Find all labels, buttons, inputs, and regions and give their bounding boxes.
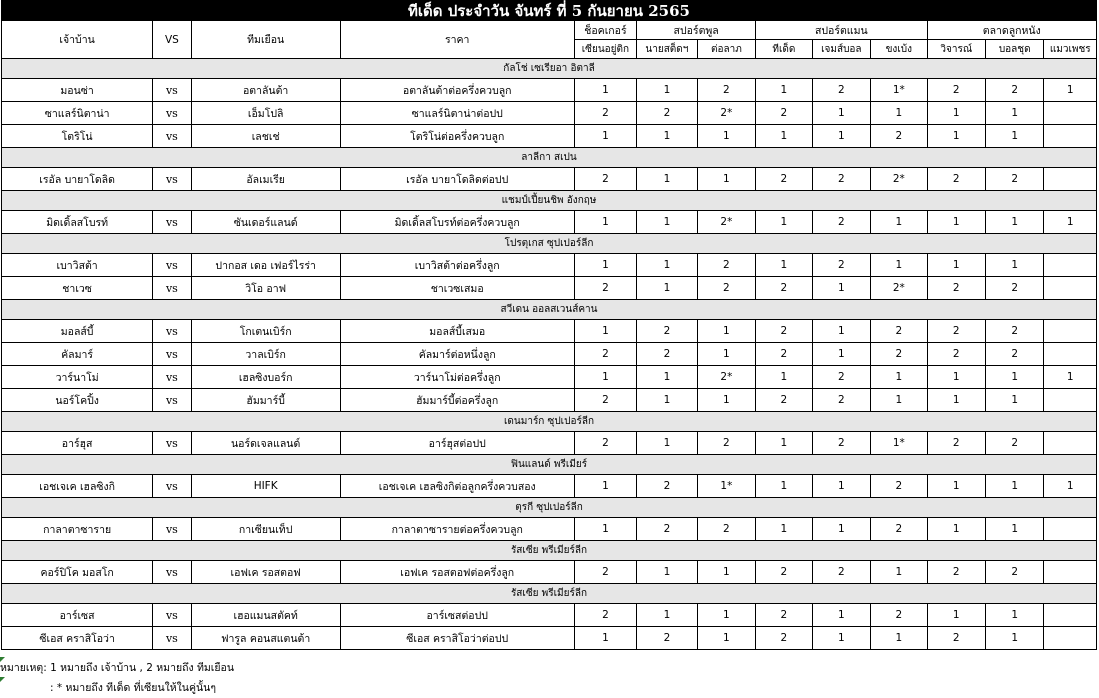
vs-label: vs xyxy=(153,211,191,234)
tip-cell: 1 xyxy=(871,254,927,277)
note-line-2: : * หมายถึง ทีเด็ด ที่เซียนให้ในคู่นั้นๆ xyxy=(50,682,217,694)
vs-label: vs xyxy=(153,627,191,650)
tip-cell: 2 xyxy=(812,389,870,412)
league-row xyxy=(2,234,1097,254)
vs-label: vs xyxy=(153,475,191,498)
tip-cell: 2 xyxy=(985,432,1043,455)
tip-cell xyxy=(1044,432,1097,455)
tip-cell: 1 xyxy=(574,79,637,102)
table-row xyxy=(2,277,1097,300)
tip-cell: 1 xyxy=(697,343,755,366)
league-name: เดนมาร์ก ซุปเปอร์ลีก xyxy=(2,412,1097,432)
table-row xyxy=(2,389,1097,412)
tip-cell: 1 xyxy=(637,277,697,300)
tip-cell: 2 xyxy=(812,561,870,584)
tip-cell: 1 xyxy=(1044,475,1097,498)
tip-cell: 1 xyxy=(812,475,870,498)
tip-cell: 2 xyxy=(985,277,1043,300)
tip-cell: 1 xyxy=(574,254,637,277)
price-line: เรอัล บายาโดลิดต่อปป xyxy=(340,168,574,191)
home-team: มอลส์บี้ xyxy=(2,320,153,343)
table-row xyxy=(2,627,1097,650)
vs-label: vs xyxy=(153,125,191,148)
tip-cell: 1 xyxy=(812,320,870,343)
tip-cell: 1 xyxy=(756,366,812,389)
tip-cell: 1 xyxy=(574,320,637,343)
tip-cell: 1 xyxy=(637,604,697,627)
tip-cell: 1 xyxy=(927,125,985,148)
tip-cell: 2 xyxy=(812,254,870,277)
away-team: นอร์ดเจลแลนด์ xyxy=(191,432,340,455)
header-tipster: เจมส์บอล xyxy=(812,40,870,59)
tip-cell: 1 xyxy=(756,125,812,148)
tip-cell xyxy=(1044,320,1097,343)
tip-cell xyxy=(1044,102,1097,125)
header-tipster: ขงเบ้ง xyxy=(871,40,927,59)
tip-cell: 2* xyxy=(871,168,927,191)
tip-cell: 2 xyxy=(927,561,985,584)
league-row xyxy=(2,300,1097,320)
header-group-sportman: สปอร์ตแมน xyxy=(756,21,927,40)
tip-cell: 1 xyxy=(985,102,1043,125)
league-name: กัลโช่ เซเรียอา อิตาลี xyxy=(2,59,1097,79)
vs-label: vs xyxy=(153,102,191,125)
tip-cell: 1* xyxy=(697,475,755,498)
tip-cell: 1 xyxy=(637,79,697,102)
tip-cell: 1 xyxy=(812,343,870,366)
tip-cell: 1 xyxy=(1044,366,1097,389)
table-row xyxy=(2,102,1097,125)
tip-cell xyxy=(1044,125,1097,148)
tip-cell: 2 xyxy=(637,475,697,498)
tip-cell: 1 xyxy=(812,277,870,300)
tip-cell: 2 xyxy=(871,320,927,343)
home-team: อาร์ฮุส xyxy=(2,432,153,455)
header-home: เจ้าบ้าน xyxy=(2,21,153,59)
tip-cell: 1 xyxy=(574,366,637,389)
tip-cell: 1 xyxy=(812,102,870,125)
away-team: วิโอ อาฟ xyxy=(191,277,340,300)
away-team: เฮอแมนสตัคท์ xyxy=(191,604,340,627)
price-line: ชาเวซเสมอ xyxy=(340,277,574,300)
tip-cell: 2 xyxy=(871,518,927,541)
header-tipster: เซียนอยู่ติก xyxy=(574,40,637,59)
tip-cell: 2 xyxy=(574,432,637,455)
tip-cell: 1 xyxy=(756,432,812,455)
tip-cell: 1 xyxy=(927,604,985,627)
league-name: ฟินแลนด์ พรีเมียร์ xyxy=(2,455,1097,475)
home-team: เรอัล บายาโดลิด xyxy=(2,168,153,191)
tip-cell: 2 xyxy=(812,79,870,102)
price-line: ซีเอส คราสิโอว่าต่อปป xyxy=(340,627,574,650)
tip-cell: 1 xyxy=(927,102,985,125)
note-line-1: หมายเหตุ: 1 หมายถึง เจ้าบ้าน , 2 หมายถึง ทีมเยือน xyxy=(0,662,235,674)
table-row xyxy=(2,343,1097,366)
tip-cell: 2* xyxy=(871,277,927,300)
vs-label: vs xyxy=(153,432,191,455)
price-line: อาร์ฮุสต่อปป xyxy=(340,432,574,455)
tip-cell: 1 xyxy=(871,102,927,125)
tip-cell: 1 xyxy=(985,254,1043,277)
tip-cell xyxy=(1044,389,1097,412)
tip-cell: 1 xyxy=(756,79,812,102)
vs-label: vs xyxy=(153,168,191,191)
tip-cell: 2* xyxy=(697,102,755,125)
tip-cell: 2 xyxy=(812,366,870,389)
tip-cell: 2 xyxy=(927,343,985,366)
tip-cell: 2 xyxy=(812,432,870,455)
vs-label: vs xyxy=(153,254,191,277)
away-team: ฮัมมาร์บี้ xyxy=(191,389,340,412)
tip-cell: 1 xyxy=(574,518,637,541)
vs-label: vs xyxy=(153,366,191,389)
table-header xyxy=(2,21,1097,59)
tip-cell: 1 xyxy=(574,627,637,650)
tip-cell: 2 xyxy=(871,343,927,366)
league-name: โปรตุเกส ซุปเปอร์ลีก xyxy=(2,234,1097,254)
tip-cell: 2 xyxy=(871,125,927,148)
tip-cell: 2 xyxy=(574,561,637,584)
league-name: แชมป์เปี้ยนชิพ อังกฤษ xyxy=(2,191,1097,211)
price-line: วาร์นาโม่ต่อครึ่งลูก xyxy=(340,366,574,389)
tip-cell: 1 xyxy=(985,211,1043,234)
away-team: เอฟเค รอสตอฟ xyxy=(191,561,340,584)
away-team: ฟารูล คอนสแตนต้า xyxy=(191,627,340,650)
tip-cell xyxy=(1044,518,1097,541)
tip-cell xyxy=(1044,168,1097,191)
league-row xyxy=(2,455,1097,475)
tip-cell: 2 xyxy=(697,79,755,102)
tip-cell: 2 xyxy=(574,168,637,191)
league-row xyxy=(2,498,1097,518)
league-name: ลาลีกา สเปน xyxy=(2,148,1097,168)
tip-cell: 2 xyxy=(756,561,812,584)
tip-cell xyxy=(1044,627,1097,650)
tip-cell: 1 xyxy=(927,475,985,498)
tip-cell: 1 xyxy=(697,561,755,584)
home-team: ซีเอส คราสิโอว่า xyxy=(2,627,153,650)
tip-cell: 2 xyxy=(574,277,637,300)
price-line: กาลาตาซารายต่อครึ่งควบลูก xyxy=(340,518,574,541)
tip-cell: 1 xyxy=(637,561,697,584)
price-line: เบาวิสต้าต่อครึ่งลูก xyxy=(340,254,574,277)
away-team: อตาลันต้า xyxy=(191,79,340,102)
away-team: เอ็มโปลิ xyxy=(191,102,340,125)
tip-cell: 1 xyxy=(637,211,697,234)
tip-cell: 2 xyxy=(756,389,812,412)
vs-label: vs xyxy=(153,604,191,627)
table-row xyxy=(2,320,1097,343)
league-row xyxy=(2,412,1097,432)
home-team: อาร์เซส xyxy=(2,604,153,627)
tip-cell: 1 xyxy=(637,125,697,148)
tip-cell: 1 xyxy=(637,254,697,277)
tip-cell: 2 xyxy=(637,343,697,366)
away-team: โกเตนเบิร์ก xyxy=(191,320,340,343)
home-team: คัลมาร์ xyxy=(2,343,153,366)
tip-cell: 2 xyxy=(756,604,812,627)
tip-cell: 1 xyxy=(637,389,697,412)
away-team: ปากอส เดอ เฟอร์ไรร่า xyxy=(191,254,340,277)
tip-cell: 2 xyxy=(756,343,812,366)
tip-cell: 2 xyxy=(756,168,812,191)
tip-cell: 2 xyxy=(697,518,755,541)
table-row xyxy=(2,604,1097,627)
tip-cell: 1 xyxy=(637,168,697,191)
price-line: โตริโน่ต่อครึ่งควบลูก xyxy=(340,125,574,148)
home-team: วาร์นาโม่ xyxy=(2,366,153,389)
tip-cell: 1* xyxy=(871,432,927,455)
away-team: วาลเบิร์ก xyxy=(191,343,340,366)
home-team: คอร์ปิโค มอสโก xyxy=(2,561,153,584)
tip-cell: 1 xyxy=(927,254,985,277)
home-team: โตริโน่ xyxy=(2,125,153,148)
tip-cell: 1 xyxy=(985,366,1043,389)
tip-cell: 1 xyxy=(927,389,985,412)
tip-cell: 2 xyxy=(637,518,697,541)
tip-cell: 1 xyxy=(697,389,755,412)
price-line: คัลมาร์ต่อหนึ่งลูก xyxy=(340,343,574,366)
tip-cell: 1 xyxy=(756,254,812,277)
tip-cell: 1 xyxy=(637,432,697,455)
home-team: นอร์โคปิ้ง xyxy=(2,389,153,412)
tip-cell: 2 xyxy=(871,604,927,627)
vs-label: vs xyxy=(153,320,191,343)
tip-cell xyxy=(1044,604,1097,627)
tip-cell: 1 xyxy=(812,627,870,650)
price-line: มอลส์บี้เสมอ xyxy=(340,320,574,343)
table-row xyxy=(2,79,1097,102)
price-line: มิดเดิ้ลสโบรท์ต่อครึ่งควบลูก xyxy=(340,211,574,234)
tip-cell: 2 xyxy=(756,320,812,343)
tip-cell: 2 xyxy=(637,320,697,343)
tip-sheet xyxy=(1,0,1097,650)
tip-cell: 2 xyxy=(697,254,755,277)
header-group-football-market: ตลาดลูกหนัง xyxy=(927,21,1096,40)
away-team: เฮลซิงบอร์ก xyxy=(191,366,340,389)
league-name: ตุรกี ซุปเปอร์ลีก xyxy=(2,498,1097,518)
tip-cell: 1 xyxy=(985,475,1043,498)
vs-label: vs xyxy=(153,561,191,584)
tip-cell: 1 xyxy=(871,389,927,412)
tip-cell: 1 xyxy=(1044,211,1097,234)
vs-label: vs xyxy=(153,277,191,300)
price-line: อตาลันต้าต่อครึ่งควบลูก xyxy=(340,79,574,102)
tip-cell: 2 xyxy=(927,432,985,455)
tip-cell: 2 xyxy=(985,343,1043,366)
tip-cell: 2 xyxy=(927,627,985,650)
table-row xyxy=(2,366,1097,389)
league-name: สวีเดน ออลสเวนส์คาน xyxy=(2,300,1097,320)
tip-cell: 1 xyxy=(985,125,1043,148)
tip-cell xyxy=(1044,254,1097,277)
header-tipster: นายสต็ดฯ xyxy=(637,40,697,59)
tip-cell: 2 xyxy=(574,604,637,627)
header-tipster: บอลชุด xyxy=(985,40,1043,59)
league-row xyxy=(2,59,1097,79)
tip-cell: 1 xyxy=(756,211,812,234)
away-team: HIFK xyxy=(191,475,340,498)
tip-cell: 2 xyxy=(812,211,870,234)
tip-cell: 2 xyxy=(985,79,1043,102)
tip-cell: 1 xyxy=(927,211,985,234)
table-row xyxy=(2,168,1097,191)
header-away: ทีมเยือน xyxy=(191,21,340,59)
tip-cell: 1 xyxy=(927,518,985,541)
header-tipster: วิจารณ์ xyxy=(927,40,985,59)
tip-cell: 1 xyxy=(756,518,812,541)
tip-cell: 2 xyxy=(756,627,812,650)
tip-cell xyxy=(1044,277,1097,300)
notes xyxy=(0,658,234,698)
tip-cell: 1 xyxy=(812,604,870,627)
home-team: มอนซ่า xyxy=(2,79,153,102)
home-team: กาลาตาซาราย xyxy=(2,518,153,541)
tip-cell: 2 xyxy=(985,561,1043,584)
league-name: รัสเซีย พรีเมียร์ลีก xyxy=(2,541,1097,561)
away-team: เลชเช่ xyxy=(191,125,340,148)
tip-cell: 2 xyxy=(697,432,755,455)
league-row xyxy=(2,541,1097,561)
header-group-shocker: ช็อคเกอร์ xyxy=(574,21,637,40)
home-team: เบาวิสต้า xyxy=(2,254,153,277)
tip-cell: 2 xyxy=(871,475,927,498)
tip-cell: 1 xyxy=(927,366,985,389)
tip-cell: 2 xyxy=(927,79,985,102)
table-row xyxy=(2,125,1097,148)
tip-cell: 1 xyxy=(985,518,1043,541)
tip-cell: 2 xyxy=(812,168,870,191)
price-line: เอชเจเค เฮลซิงกิต่อลูกครึ่งควบสอง xyxy=(340,475,574,498)
sheet-title: ทีเด็ด ประจำวัน จันทร์ ที่ 5 กันยายน 2565 xyxy=(1,0,1097,20)
price-line: ฮัมมาร์บี้ต่อครึ่งลูก xyxy=(340,389,574,412)
tip-cell: 1 xyxy=(756,475,812,498)
away-team: ซันเดอร์แลนด์ xyxy=(191,211,340,234)
tip-cell: 1 xyxy=(574,125,637,148)
tip-cell: 2 xyxy=(927,277,985,300)
tip-cell: 1 xyxy=(1044,79,1097,102)
price-line: เอฟเค รอสตอฟต่อครึ่งลูก xyxy=(340,561,574,584)
tip-cell: 2 xyxy=(985,320,1043,343)
header-vs: VS xyxy=(153,21,191,59)
tip-cell: 1 xyxy=(871,211,927,234)
tip-cell: 2 xyxy=(756,277,812,300)
header-tipster: แมวเพชร xyxy=(1044,40,1097,59)
tip-cell: 2 xyxy=(927,320,985,343)
tip-cell: 2* xyxy=(697,211,755,234)
tip-cell: 2 xyxy=(637,627,697,650)
vs-label: vs xyxy=(153,343,191,366)
league-row xyxy=(2,584,1097,604)
tip-cell: 2 xyxy=(697,277,755,300)
vs-label: vs xyxy=(153,79,191,102)
vs-label: vs xyxy=(153,389,191,412)
home-team: มิดเดิ้ลสโบรท์ xyxy=(2,211,153,234)
table-row xyxy=(2,254,1097,277)
table-row xyxy=(2,211,1097,234)
vs-label: vs xyxy=(153,518,191,541)
table-row xyxy=(2,561,1097,584)
tips-table xyxy=(1,20,1097,650)
price-line: อาร์เซสต่อปป xyxy=(340,604,574,627)
home-team: ซาแลร์นิตาน่า xyxy=(2,102,153,125)
tip-cell: 1* xyxy=(871,79,927,102)
tip-cell: 2 xyxy=(574,102,637,125)
tip-cell: 1 xyxy=(697,125,755,148)
tip-cell: 1 xyxy=(812,518,870,541)
tip-cell: 1 xyxy=(812,125,870,148)
tip-cell: 2 xyxy=(985,168,1043,191)
away-team: อัลเมเรีย xyxy=(191,168,340,191)
tip-cell: 2 xyxy=(756,102,812,125)
header-tipster: ทีเด็ด xyxy=(756,40,812,59)
tip-cell: 1 xyxy=(574,475,637,498)
table-row xyxy=(2,475,1097,498)
tip-cell: 1 xyxy=(985,389,1043,412)
tip-cell: 1 xyxy=(871,366,927,389)
home-team: เอชเจเค เฮลซิงกิ xyxy=(2,475,153,498)
tip-cell: 1 xyxy=(697,627,755,650)
tip-cell: 2 xyxy=(574,343,637,366)
tip-cell: 1 xyxy=(871,561,927,584)
tip-cell: 2 xyxy=(927,168,985,191)
tip-cell: 2 xyxy=(637,102,697,125)
tip-cell: 1 xyxy=(697,604,755,627)
league-row xyxy=(2,148,1097,168)
tip-cell: 2* xyxy=(697,366,755,389)
league-name: รัสเซีย พรีเมียร์ลีก xyxy=(2,584,1097,604)
tip-cell: 1 xyxy=(574,211,637,234)
tip-cell xyxy=(1044,561,1097,584)
tip-cell: 1 xyxy=(637,366,697,389)
tip-cell: 1 xyxy=(985,627,1043,650)
table-row xyxy=(2,432,1097,455)
header-tipster: ต่อลาภ xyxy=(697,40,755,59)
tip-cell: 1 xyxy=(985,604,1043,627)
tip-cell: 1 xyxy=(871,627,927,650)
tip-cell xyxy=(1044,343,1097,366)
away-team: กาเซียนเท็ป xyxy=(191,518,340,541)
header-price: ราคา xyxy=(340,21,574,59)
tip-cell: 1 xyxy=(697,320,755,343)
tip-cell: 2 xyxy=(574,389,637,412)
tip-cell: 1 xyxy=(697,168,755,191)
header-group-sportpool: สปอร์ตพูล xyxy=(637,21,756,40)
price-line: ซาแลร์นิตาน่าต่อปป xyxy=(340,102,574,125)
home-team: ชาเวซ xyxy=(2,277,153,300)
league-row xyxy=(2,191,1097,211)
table-row xyxy=(2,518,1097,541)
